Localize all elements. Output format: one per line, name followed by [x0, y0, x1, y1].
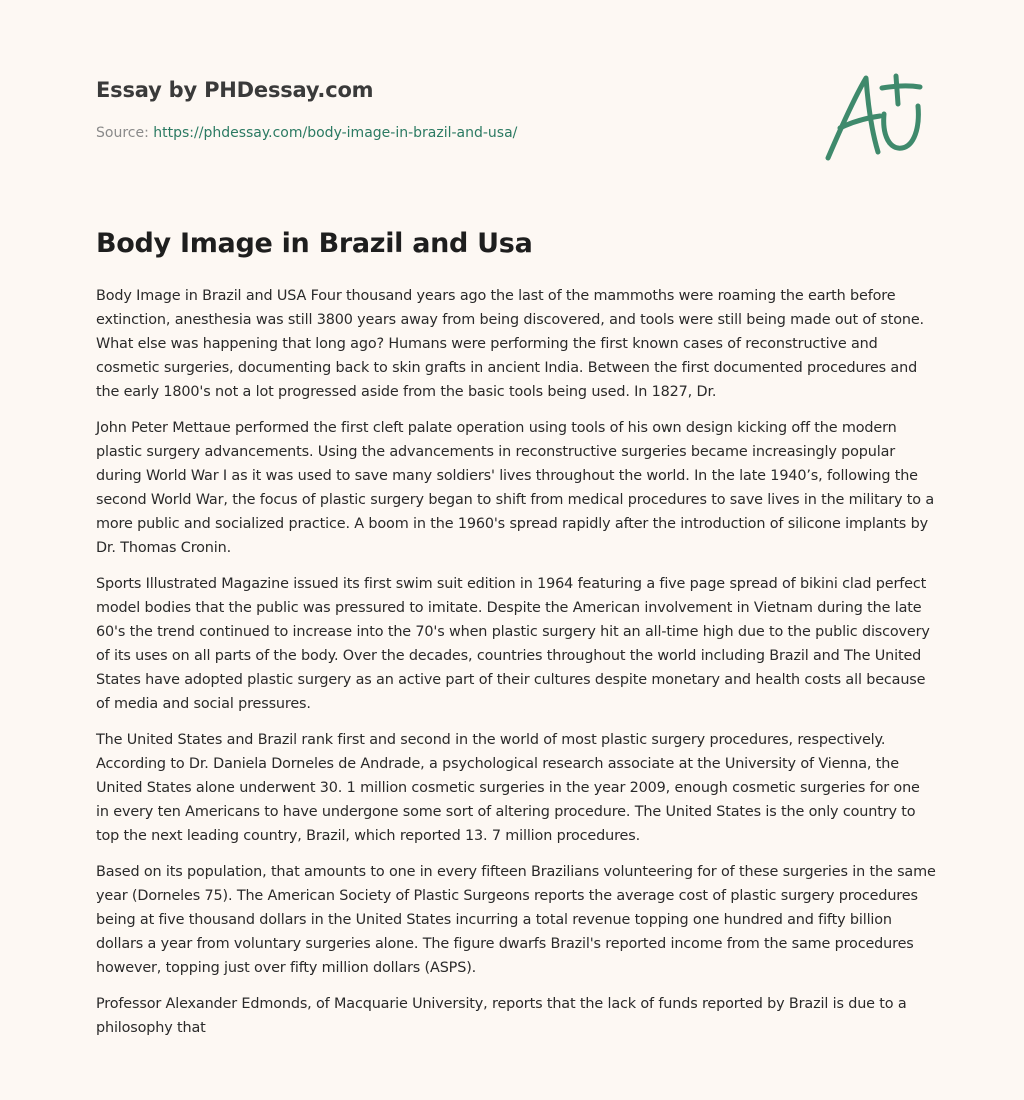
a-plus-logo-icon — [818, 66, 930, 166]
logo-plus-horizontal — [882, 86, 920, 88]
logo-swoosh — [884, 106, 919, 148]
source-label: Source: — [96, 125, 154, 141]
essay-paragraph: Based on its population, that amounts to one in every fifteen Brazilians volunteering for of these surgeries in the same year (Dorneles 75). The American Society of Plastic Surgeons reports the average cost of plastic surgery procedures being at five thousand dollars in the United States incurring a total revenue topping one hundred and fifty billion dollars a year from voluntary surgeries alone. The figure dwarfs Brazil's reported income from the same procedures however, topping just over fifty million dollars (ASPS). — [96, 864, 936, 976]
essay-paragraph: John Peter Mettaue performed the first cleft palate operation using tools of his own design kicking off the modern plastic surgery advancements. Using the advancements in reconstructive surgeries became increasingly popular during World War I as it was used to save many soldiers' lives throughout the world. In the late 1940’s, following the second World War, the focus of plastic surgery began to shift from medical procedures to save lives in the military to a more public and socialized practice. A boom in the 1960's spread rapidly after the introduction of silicone implants by Dr. Thomas Cronin. — [96, 420, 935, 556]
essay-title: Body Image in Brazil and Usa — [96, 228, 533, 259]
essay-paragraph: Body Image in Brazil and USA Four thousand years ago the last of the mammoths were roaming the earth before extinction, anesthesia was still 3800 years away from being discovered, and tools were still being made out of stone. What else was happening that long ago? Humans were performing the first known cases of reconstructive and cosmetic surgeries, documenting back to skin grafts in ancient India. Between the first documented procedures and the early 1800's not a lot progressed aside from the basic tools being used. In 1827, Dr. — [96, 288, 924, 400]
essay-paragraph: The United States and Brazil rank first and second in the world of most plastic surgery procedures, respectively. According to Dr. Daniela Dorneles de Andrade, a psychological research associate at the University of Vienna, the United States alone underwent 30. 1 million cosmetic surgeries in the year 2009, enough cosmetic surgeries for one in every ten Americans to have undergone some sort of altering procedure. The United States is the only country to top the next leading country, Brazil, which reported 13. 7 million procedures. — [96, 732, 920, 844]
document-header — [96, 76, 736, 142]
a-plus-logo-graphic — [818, 66, 930, 166]
logo-plus-vertical — [896, 76, 898, 104]
brand-title: Essay by PHDessay.com — [96, 78, 374, 102]
source-line — [96, 124, 736, 142]
essay-paragraph: Sports Illustrated Magazine issued its first swim suit edition in 1964 featuring a five page spread of bikini clad perfect model bodies that the public was pressured to imitate. Despite the American involvement in Vietnam during the late 60's the trend continued to increase into the 70's when plastic surgery hit an all-time high due to the public discovery of its uses on all parts of the body. Over the decades, countries throughout the world including Brazil and The United States have adopted plastic surgery as an active part of their cultures despite monetary and health costs all because of media and social pressures. — [96, 576, 930, 712]
essay-paragraph: Professor Alexander Edmonds, of Macquarie University, reports that the lack of funds reported by Brazil is due to a philosophy that — [96, 996, 907, 1036]
source-link[interactable]: https://phdessay.com/body-image-in-brazil-and-usa/ — [153, 125, 518, 141]
essay-body — [96, 284, 936, 1052]
